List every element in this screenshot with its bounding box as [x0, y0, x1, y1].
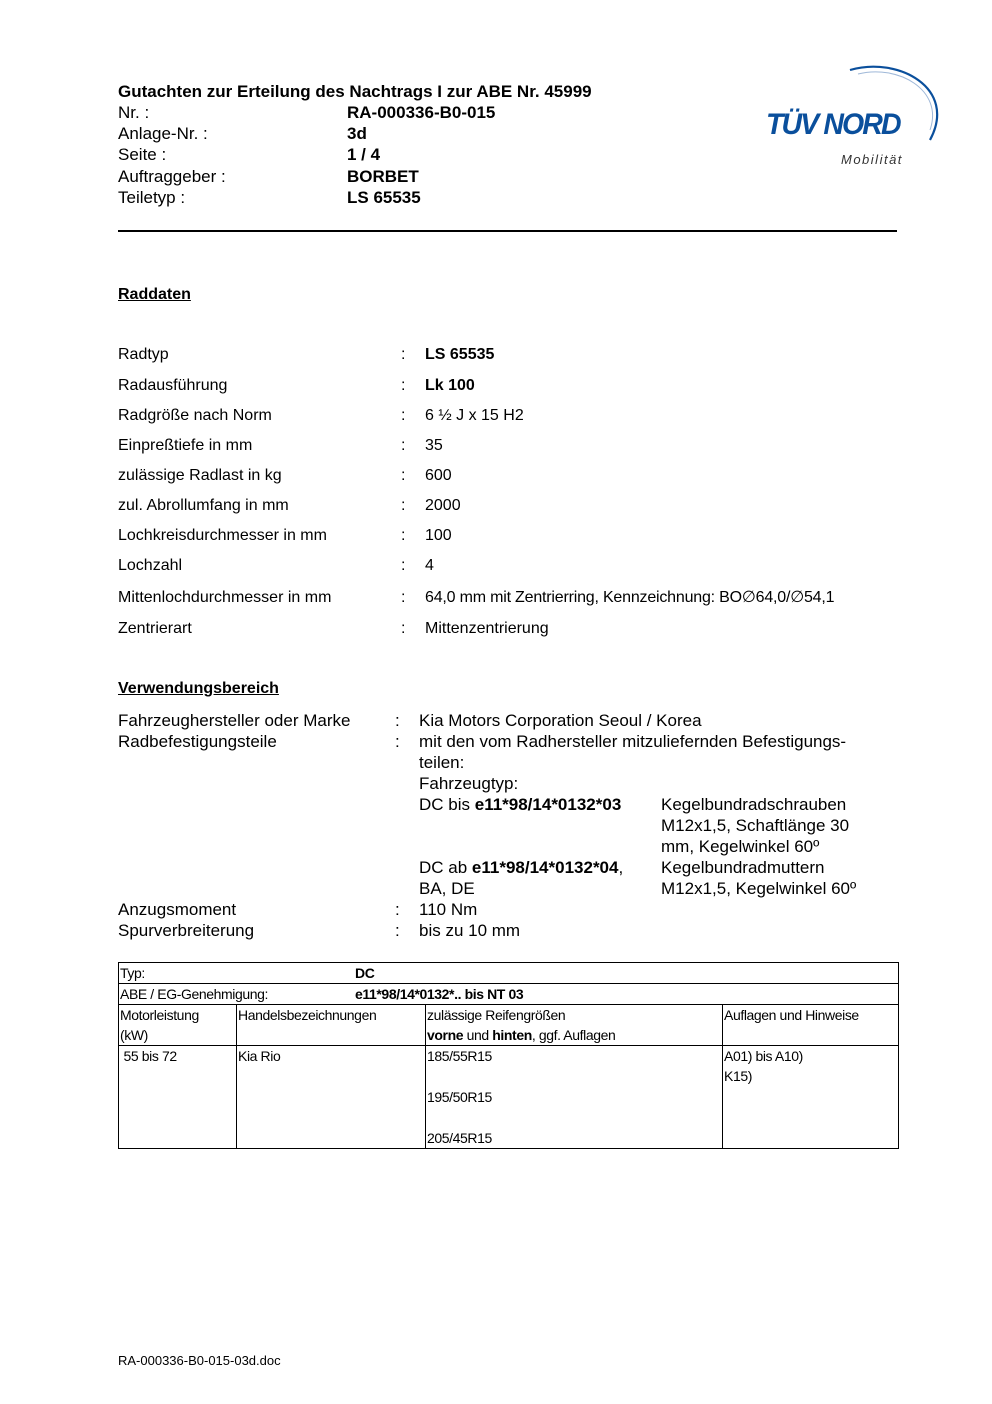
raddaten-row-label: Radausführung: [118, 377, 228, 394]
tuv-nord-logo: [758, 58, 948, 173]
raddaten-row-value: 2000: [425, 497, 461, 514]
colon: :: [401, 346, 406, 363]
raddaten-row-label: Lochzahl: [118, 557, 183, 574]
colon: :: [401, 437, 406, 454]
table-row: [119, 1046, 899, 1149]
anzugsmoment-value: 110 Nm: [419, 900, 478, 919]
dc-bis-part-line: mm, Kegelwinkel 60º: [661, 837, 820, 856]
raddaten-row-value: Lk 100: [425, 377, 475, 394]
raddaten-row-label: Mittenlochdurchmesser in mm: [118, 589, 332, 606]
raddaten-row: [118, 555, 908, 577]
raddaten-row-value: LS 65535: [425, 346, 495, 363]
anlage-label: Anlage-Nr. :: [118, 124, 208, 143]
typ-value: DC: [355, 965, 375, 981]
cell-motor: 55 bis 72: [119, 1046, 237, 1149]
dc-ab-prefix: DC ab: [419, 858, 472, 877]
raddaten-row-value: 4: [425, 557, 434, 574]
typ-label: Typ:: [120, 965, 145, 981]
reifen-size: 185/55R15: [427, 1048, 492, 1064]
raddaten-row: [118, 344, 908, 366]
dc-ab-part-line: Kegelbundradmuttern: [661, 858, 825, 877]
dc-bis-part-line: Kegelbundradschrauben: [661, 795, 847, 814]
raddaten-row-label: Zentrierart: [118, 620, 192, 637]
dc-bis-text: [419, 794, 621, 815]
cell-handel: Kia Rio: [237, 1046, 426, 1149]
nr-label: Nr. :: [118, 103, 150, 122]
verwendung-heading: Verwendungsbereich: [118, 680, 279, 697]
dc-ab-part-line: M12x1,5, Kegelwinkel 60º: [661, 879, 857, 898]
raddaten-row-label: Radgröße nach Norm: [118, 407, 272, 424]
raddaten-row: [118, 465, 908, 487]
nr-value: RA-000336-B0-015: [347, 103, 496, 122]
reifen-rest: , ggf. Auflagen: [531, 1027, 616, 1043]
raddaten-row-value: Mittenzentrierung: [425, 620, 549, 637]
table-header-row: [119, 1005, 899, 1046]
befestigung-label: Radbefestigungsteile: [118, 732, 277, 751]
seite-value: 1 / 4: [347, 145, 381, 164]
raddaten-row: [118, 525, 908, 547]
dc-ab-suffix: ,: [618, 858, 624, 877]
befestigung-text-line2: teilen:: [419, 753, 465, 772]
colon: :: [401, 589, 406, 606]
raddaten-row-value: 6 ½ J x 15 H2: [425, 407, 524, 424]
col-header-reifen: [426, 1005, 723, 1046]
anzugsmoment-label: Anzugsmoment: [118, 900, 237, 919]
logo-tagline: Mobilität: [841, 152, 903, 167]
dc-ab-text: [419, 857, 623, 878]
hersteller-label: Fahrzeughersteller oder Marke: [118, 711, 351, 730]
seite-label: Seite :: [118, 145, 167, 164]
reifen-size: 195/50R15: [427, 1089, 492, 1105]
col-header-handel: Handelsbezeichnungen: [237, 1005, 426, 1046]
raddaten-row: [118, 375, 908, 397]
col-header-reifen-line1: zulässige Reifengrößen: [427, 1007, 566, 1023]
colon: :: [401, 377, 406, 394]
header-divider: [118, 230, 897, 232]
col-header-auflagen: Auflagen und Hinweise: [723, 1005, 899, 1046]
colon: :: [395, 711, 400, 730]
raddaten-row: [118, 618, 908, 640]
dc-ab-code: e11*98/14*0132*04: [471, 858, 619, 877]
logo-brand-text: TÜV NORD: [766, 108, 900, 141]
table-row-typ: [119, 963, 899, 984]
table-row-abe: [119, 984, 899, 1005]
teiletyp-value: LS 65535: [347, 188, 421, 207]
col-header-motor: [119, 1005, 237, 1046]
col-header-motor-line: (kW): [120, 1027, 148, 1043]
spurverbreiterung-label: Spurverbreiterung: [118, 921, 255, 940]
abe-label: ABE / EG-Genehmigung:: [120, 986, 269, 1002]
typ-cell: [119, 963, 899, 984]
anlage-value: 3d: [347, 124, 367, 143]
auflage-line: A01) bis A10): [724, 1048, 803, 1064]
colon: :: [401, 467, 406, 484]
raddaten-row-label: Einpreßtiefe in mm: [118, 437, 253, 454]
fahrzeugtyp-label: Fahrzeugtyp:: [419, 774, 519, 793]
footer-filename: RA-000336-B0-015-03d.doc: [118, 1353, 281, 1368]
raddaten-row: [118, 405, 908, 427]
colon: :: [395, 921, 400, 940]
colon: :: [395, 732, 400, 751]
abe-cell: [119, 984, 899, 1005]
hersteller-value: Kia Motors Corporation Seoul / Korea: [419, 711, 702, 730]
reifen-hinten: hinten: [492, 1027, 532, 1043]
abe-value: e11*98/14*0132*.. bis NT 03: [355, 986, 524, 1002]
reifen-vorne: vorne: [427, 1027, 464, 1043]
raddaten-row-value: 600: [425, 467, 452, 484]
colon: :: [395, 900, 400, 919]
vehicle-spec-table: [118, 962, 899, 1149]
raddaten-row: [118, 435, 908, 457]
cell-reifen: [426, 1046, 723, 1149]
colon: :: [401, 407, 406, 424]
raddaten-row-value: 64,0 mm mit Zentrierring, Kennzeichnung: BO∅64,0/∅54,1: [425, 589, 835, 606]
document-title: Gutachten zur Erteilung des Nachtrags I zur ABE Nr. 45999: [118, 82, 592, 101]
dc-bis-code: e11*98/14*0132*03: [474, 795, 622, 814]
spurverbreiterung-value: bis zu 10 mm: [419, 921, 521, 940]
cell-auflagen: [723, 1046, 899, 1149]
raddaten-row-value: 35: [425, 437, 443, 454]
dc-bis-part-line: M12x1,5, Schaftlänge 30: [661, 816, 850, 835]
raddaten-heading: Raddaten: [118, 286, 191, 303]
colon: :: [401, 497, 406, 514]
reifen-size: 205/45R15: [427, 1130, 492, 1146]
reifen-und: und: [463, 1027, 493, 1043]
raddaten-row-label: Radtyp: [118, 346, 169, 363]
auftraggeber-label: Auftraggeber :: [118, 167, 226, 186]
auftraggeber-value: BORBET: [347, 167, 419, 186]
colon: :: [401, 620, 406, 637]
befestigung-text-line1: mit den vom Radhersteller mitzuliefernden Befestigungs-: [419, 732, 847, 751]
colon: :: [401, 527, 406, 544]
raddaten-row-value: 100: [425, 527, 452, 544]
raddaten-row: [118, 495, 908, 517]
raddaten-row-label: zul. Abrollumfang in mm: [118, 497, 289, 514]
dc-bis-prefix: DC bis: [419, 795, 475, 814]
teiletyp-label: Teiletyp :: [118, 188, 186, 207]
raddaten-row: [118, 587, 908, 609]
auflage-line: K15): [724, 1068, 752, 1084]
col-header-motor-line: Motorleistung: [120, 1007, 199, 1023]
raddaten-row-label: Lochkreisdurchmesser in mm: [118, 527, 327, 544]
raddaten-row-label: zulässige Radlast in kg: [118, 467, 282, 484]
colon: :: [401, 557, 406, 574]
col-header-reifen-line2: [427, 1025, 721, 1045]
dc-ab-line2: BA, DE: [419, 879, 475, 898]
